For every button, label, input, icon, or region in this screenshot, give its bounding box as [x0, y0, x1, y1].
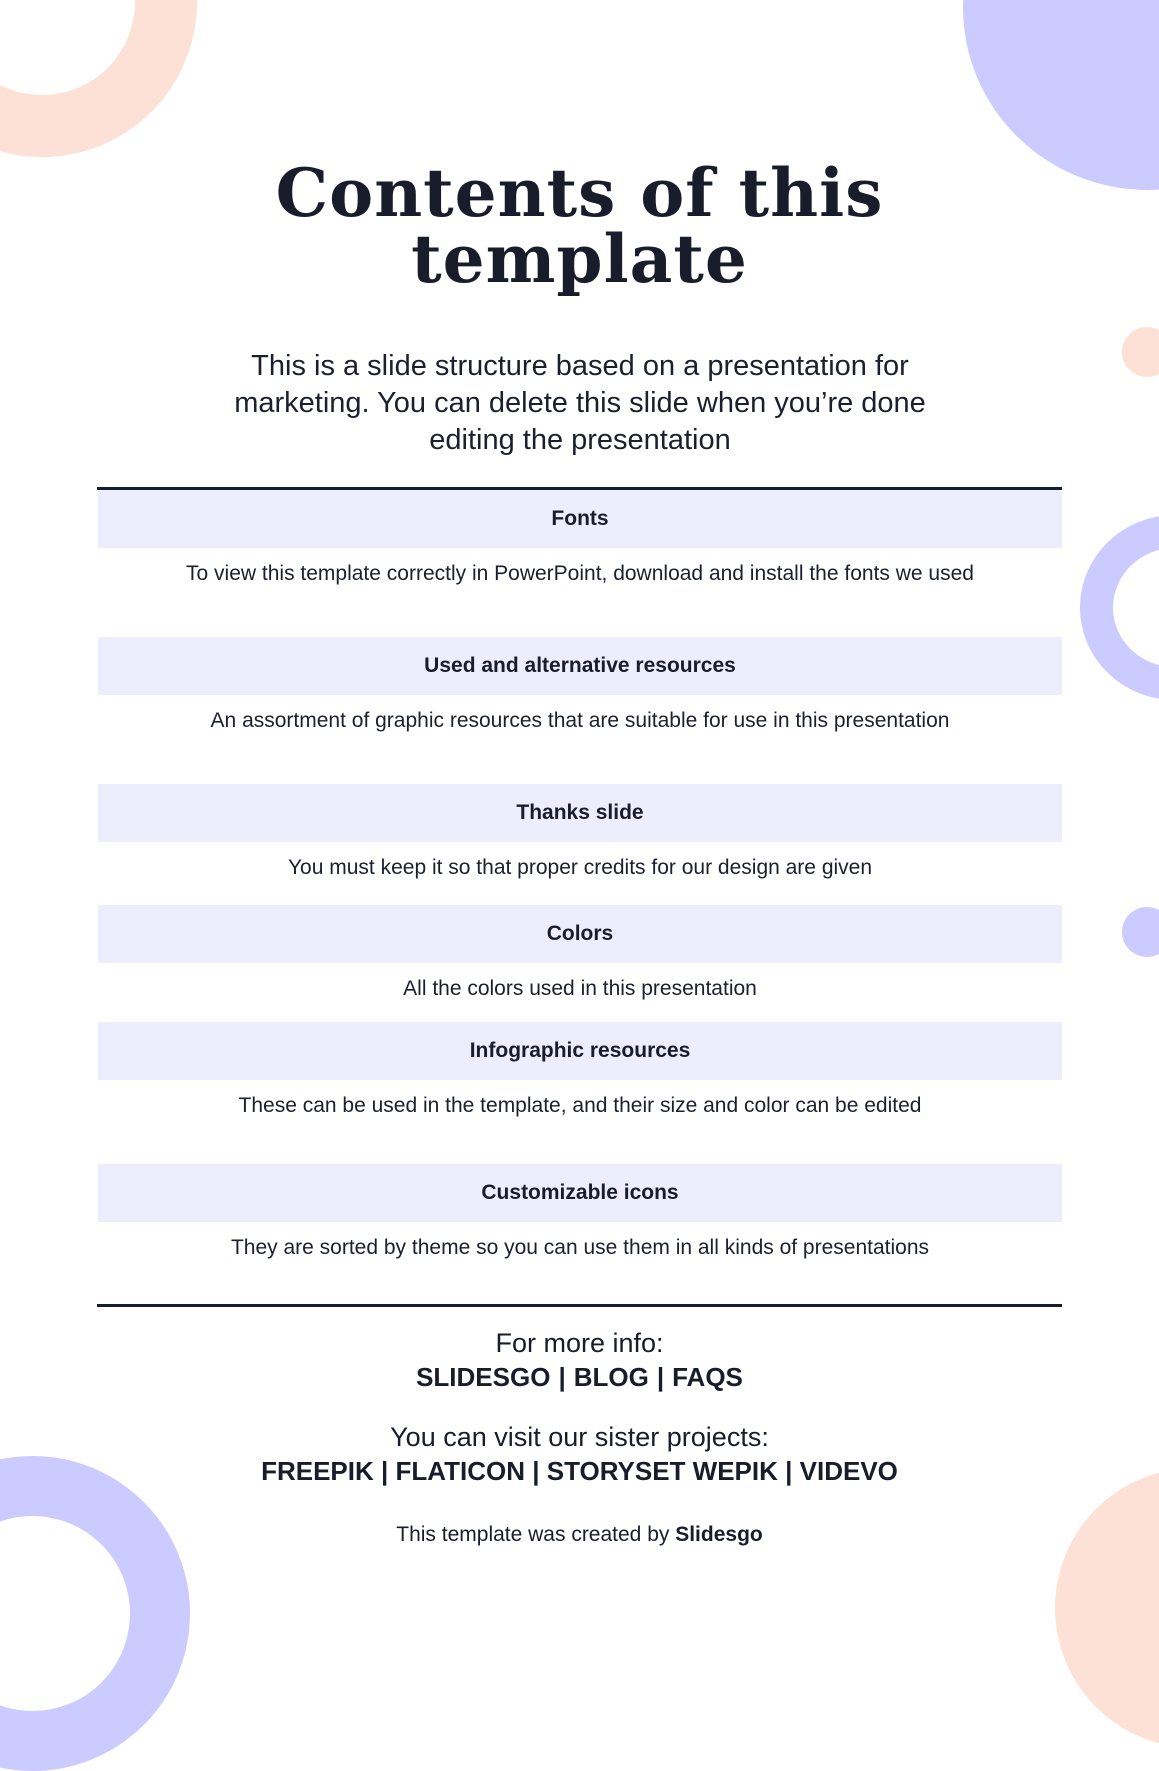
sister-project-links: FREEPIK | FLATICON | STORYSET WEPIK | VIDEVO: [261, 1456, 898, 1486]
section-heading-colors: Colors: [98, 905, 1062, 963]
credit-prefix: This template was created by: [396, 1523, 670, 1546]
videvo-link[interactable]: VIDEVO: [799, 1456, 898, 1486]
section-description-resources: An assortment of graphic resources that are suitable for use in this presentation: [210, 709, 950, 732]
section-heading-thanks-slide: Thanks slide: [98, 784, 1062, 842]
decorative-dot-peach: [1122, 327, 1159, 377]
storyset-wepik-link[interactable]: STORYSET WEPIK: [546, 1456, 778, 1486]
freepik-link[interactable]: FREEPIK: [261, 1456, 374, 1486]
decorative-ring-top-left: [0, 0, 197, 157]
section-description-icons: They are sorted by theme so you can use them in all kinds of presentations: [230, 1236, 930, 1259]
section-description-fonts: To view this template correctly in PowerPoint, download and install the fonts we used: [186, 562, 974, 585]
slidesgo-link[interactable]: SLIDESGO: [416, 1362, 551, 1392]
info-links: SLIDESGO | BLOG | FAQS: [416, 1362, 743, 1392]
decorative-dot-lavender: [1122, 907, 1159, 957]
sister-projects-label: You can visit our sister projects:: [390, 1422, 769, 1452]
bottom-divider: [97, 1304, 1062, 1307]
section-heading-fonts: Fonts: [98, 490, 1062, 548]
decorative-ring-right: [1080, 515, 1159, 700]
decorative-circle-bottom-right: [1055, 1468, 1159, 1748]
page-title: [0, 154, 1159, 298]
section-heading-resources: Used and alternative resources: [98, 637, 1062, 695]
more-info-label: For more info:: [495, 1328, 664, 1358]
page-title-line-1: Contents of this: [275, 154, 884, 232]
blog-link[interactable]: BLOG: [573, 1362, 649, 1392]
section-description-colors: All the colors used in this presentation: [403, 977, 757, 1000]
credit-line: [0, 1521, 1159, 1549]
credit-brand-link[interactable]: Slidesgo: [675, 1523, 763, 1546]
section-heading-icons: Customizable icons: [98, 1164, 1062, 1222]
decorative-ring-bottom-left: [0, 1456, 190, 1771]
section-heading-infographic: Infographic resources: [98, 1022, 1062, 1080]
page-title-line-2: template: [411, 220, 748, 298]
page-subtitle: This is a slide structure based on a presentation for marketing. You can delete this slide when you’re done editing the presentation: [234, 350, 926, 456]
section-description-thanks-slide: You must keep it so that proper credits for our design are given: [287, 856, 873, 879]
flaticon-link[interactable]: FLATICON: [395, 1456, 526, 1486]
faqs-link[interactable]: FAQS: [672, 1362, 743, 1392]
section-description-infographic: These can be used in the template, and their size and color can be edited: [238, 1094, 922, 1117]
